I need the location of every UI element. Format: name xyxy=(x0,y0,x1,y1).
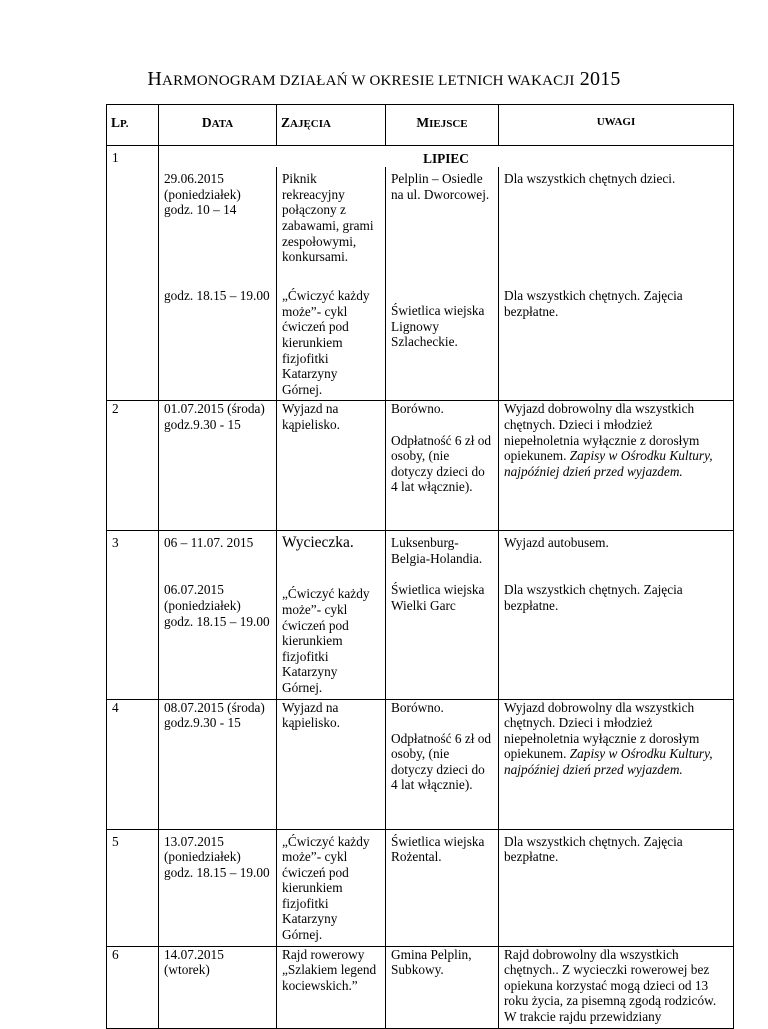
row-number: 1 xyxy=(107,145,159,401)
row-date: 06 – 11.07. 2015 xyxy=(159,531,277,577)
row-notes: Dla wszystkich chętnych. Zajęcia bezpłatne. xyxy=(499,829,734,946)
row-activity: Rajd rowerowy „Szlakiem legend kociewskich.” xyxy=(277,946,386,1028)
table-row xyxy=(107,531,734,577)
table-row xyxy=(107,576,734,699)
month-heading: LIPIEC xyxy=(159,145,734,167)
table-row xyxy=(107,946,734,1028)
row-place: Pelplin – Osiedle na ul. Dworcowej. xyxy=(386,167,499,284)
schedule-table xyxy=(106,104,734,1029)
row-date: 29.06.2015 (poniedziałek) godz. 10 – 14 xyxy=(159,167,277,284)
row-activity: Wyjazd na kąpielisko. xyxy=(277,699,386,829)
row-place: Gmina Pelplin, Subkowy. xyxy=(386,946,499,1028)
header-zajecia: ZAJĘCIA xyxy=(277,105,386,146)
table-row xyxy=(107,829,734,946)
table-row xyxy=(107,401,734,531)
row-notes: Dla wszystkich chętnych dzieci. xyxy=(499,167,734,284)
header-data: DATA xyxy=(159,105,277,146)
table-header xyxy=(107,105,734,146)
header-uwagi: UWAGI xyxy=(499,105,734,146)
row-place: Świetlica wiejska Wielki Garc xyxy=(386,576,499,699)
table-row xyxy=(107,699,734,829)
row-place: Luksenburg-Belgia-Holandia. xyxy=(386,531,499,577)
price-info: Odpłatność 6 zł od osoby, (nie dotyczy dzieci do 4 lat włącznie). xyxy=(391,730,492,793)
row-activity: Wycieczka. xyxy=(277,531,386,577)
header-miejsce: MIEJSCE xyxy=(386,105,499,146)
row-notes: Wyjazd autobusem. xyxy=(499,531,734,577)
row-activity: „Ćwiczyć każdy może”- cykl ćwiczeń pod kierunkiem fizjofitki Katarzyny Górnej. xyxy=(277,829,386,946)
header-lp: LP. xyxy=(107,105,159,146)
row-place xyxy=(386,401,499,531)
row-activity: „Ćwiczyć każdy może”- cykl ćwiczeń pod kierunkiem fizjofitki Katarzyny Górnej. xyxy=(277,576,386,699)
row-number: 6 xyxy=(107,946,159,1028)
table-row xyxy=(107,167,734,284)
row-place: Świetlica wiejska Lignowy Szlacheckie. xyxy=(386,284,499,401)
row-notes: Wyjazd dobrowolny dla wszystkich chętnych. Dzieci i młodzież niepełnoletnia wyłącznie z dorosłym opiekunem. Zapisy w Ośrodku Kultury, najpóźniej dzień przed wyjazdem. xyxy=(499,401,734,531)
place-name: Borówno. xyxy=(391,401,444,417)
row-number: 3 xyxy=(107,531,159,699)
place-name: Borówno. xyxy=(391,699,444,715)
row-activity: „Ćwiczyć każdy może”- cykl ćwiczeń pod kierunkiem fizjofitki Katarzyny Górnej. xyxy=(277,284,386,401)
table-row xyxy=(107,145,734,167)
row-notes: Dla wszystkich chętnych. Zajęcia bezpłatne. xyxy=(499,576,734,699)
row-place: Świetlica wiejska Rożental. xyxy=(386,829,499,946)
row-date: godz. 18.15 – 19.00 xyxy=(159,284,277,401)
row-notes: Wyjazd dobrowolny dla wszystkich chętnych. Dzieci i młodzież niepełnoletnia wyłącznie z dorosłym opiekunem. Zapisy w Ośrodku Kultury, najpóźniej dzień przed wyjazdem. xyxy=(499,699,734,829)
price-info: Odpłatność 6 zł od osoby, (nie dotyczy dzieci do 4 lat włącznie). xyxy=(391,432,492,495)
row-number: 5 xyxy=(107,829,159,946)
row-date: 13.07.2015 (poniedziałek) godz. 18.15 – 19.00 xyxy=(159,829,277,946)
row-notes: Dla wszystkich chętnych. Zajęcia bezpłatne. xyxy=(499,284,734,401)
row-date: 14.07.2015 (wtorek) xyxy=(159,946,277,1028)
row-notes: Rajd dobrowolny dla wszystkich chętnych.. Z wycieczki rowerowej bez opiekuna korzystać mogą dzieci od 13 roku życia, za pisemną zgodą rodziców. W trakcie rajdu przewidziany xyxy=(499,946,734,1028)
row-date: 01.07.2015 (środa) godz.9.30 - 15 xyxy=(159,401,277,531)
row-number: 4 xyxy=(107,699,159,829)
document-title: HARMONOGRAM DZIAŁAŃ W OKRESIE LETNICH WAKACJI 2015 xyxy=(147,68,621,90)
row-date: 08.07.2015 (środa) godz.9.30 - 15 xyxy=(159,699,277,829)
row-activity: Wyjazd na kąpielisko. xyxy=(277,401,386,531)
row-activity: Piknik rekreacyjny połączony z zabawami, grami zespołowymi, konkursami. xyxy=(277,167,386,284)
table-row xyxy=(107,284,734,401)
row-date: 06.07.2015 (poniedziałek) godz. 18.15 – 19.00 xyxy=(159,576,277,699)
row-place xyxy=(386,699,499,829)
row-number: 2 xyxy=(107,401,159,531)
